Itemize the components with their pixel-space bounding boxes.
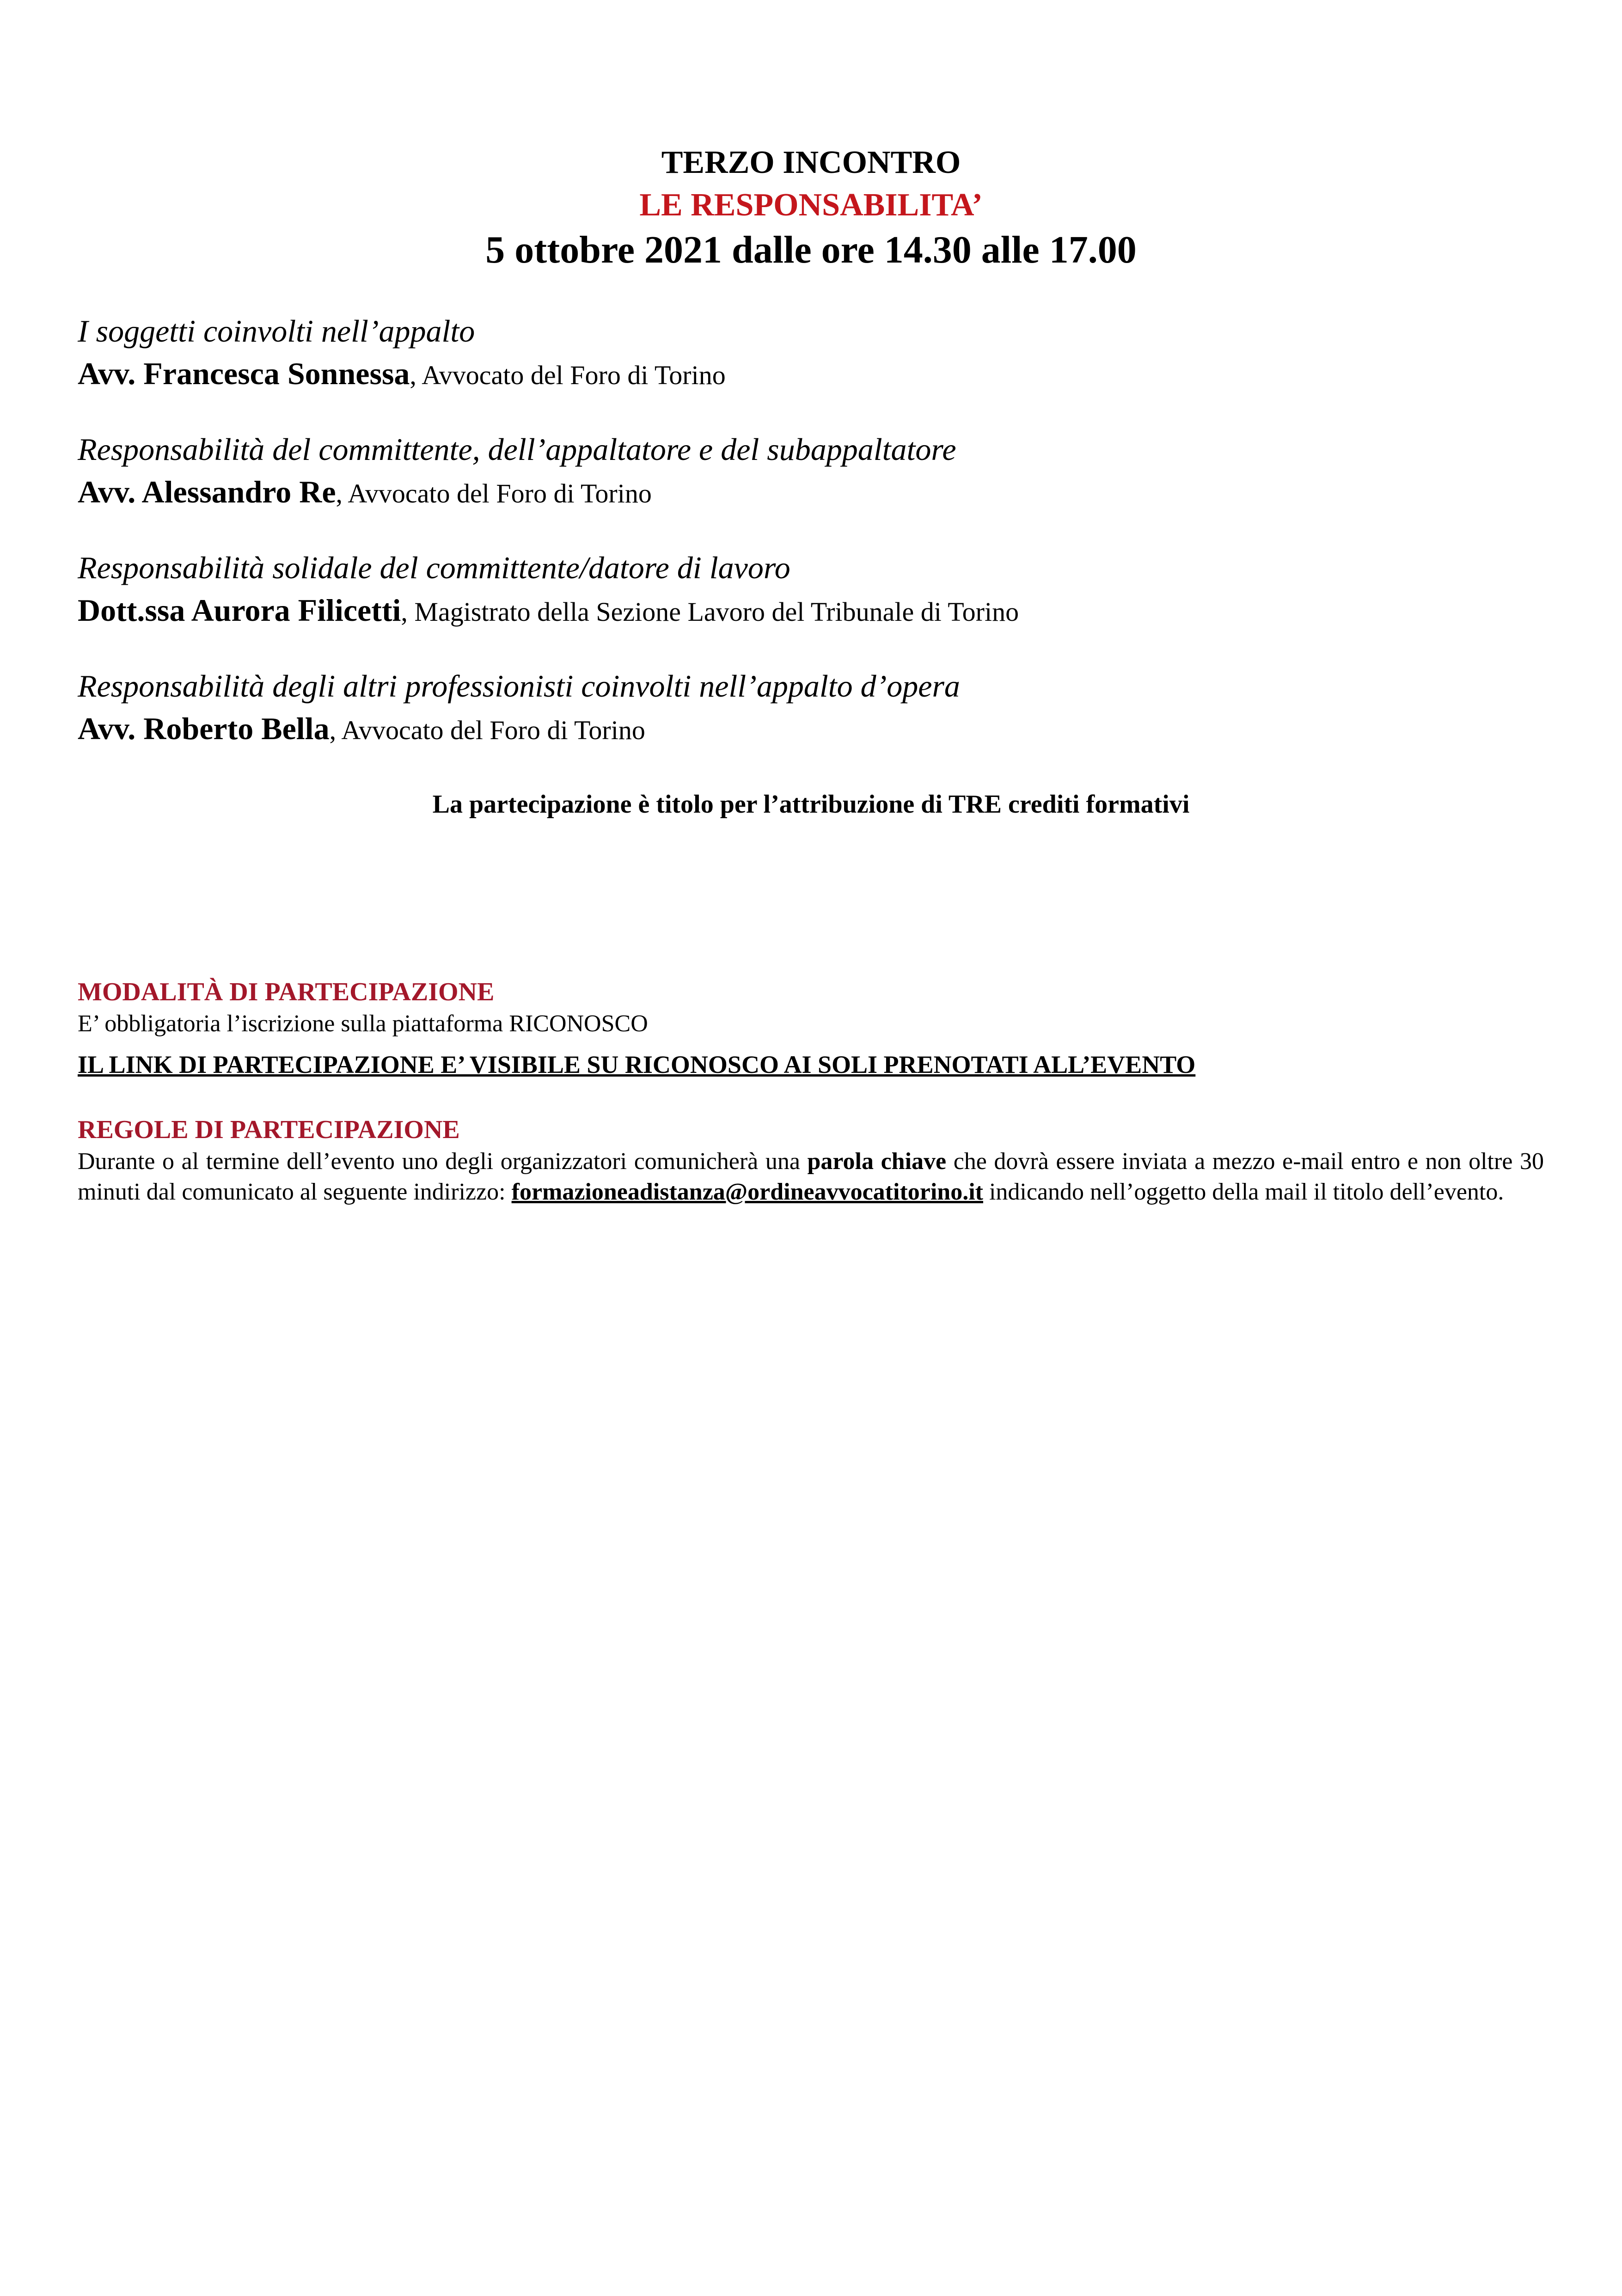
event-title: TERZO INCONTRO	[661, 145, 961, 180]
speaker-name: Avv. Alessandro Re	[78, 474, 336, 509]
regole-section	[78, 1113, 1544, 1207]
speaker-role: , Avvocato del Foro di Torino	[410, 360, 726, 390]
keyword-label: parola chiave	[807, 1148, 947, 1175]
speaker-name: Avv. Roberto Bella	[78, 711, 330, 746]
modalita-heading: MODALITÀ DI PARTECIPAZIONE	[78, 978, 495, 1006]
speaker-role: , Avvocato del Foro di Torino	[336, 478, 652, 508]
regole-heading: REGOLE DI PARTECIPAZIONE	[78, 1115, 460, 1144]
talk-item	[78, 665, 1557, 752]
talk-speaker-line	[78, 471, 1557, 515]
talk-item	[78, 428, 1557, 515]
modalita-section	[78, 975, 1544, 1082]
talk-item	[78, 310, 1557, 397]
talk-topic: I soggetti coinvolti nell’appalto	[78, 313, 475, 349]
event-date: 5 ottobre 2021 dalle ore 14.30 alle 17.00	[485, 228, 1137, 271]
credits-statement: La partecipazione è titolo per l’attribuzione di TRE crediti formativi	[432, 790, 1190, 819]
link-visibility-note: IL LINK DI PARTECIPAZIONE E’ VISIBILE SU RICONOSCO AI SOLI PRENOTATI ALL’EVENTO	[78, 1051, 1196, 1078]
speaker-name: Dott.ssa Aurora Filicetti	[78, 593, 401, 628]
modalita-text: E’ obbligatoria l’iscrizione sulla piattaforma RICONOSCO	[78, 1010, 648, 1037]
regole-text-part: che dovrà essere inviata a mezzo e-mail entro e non oltre 30 minuti dal comunicato al seguente indirizzo:	[78, 1148, 1544, 1205]
speaker-name: Avv. Francesca Sonnessa	[78, 356, 410, 391]
regole-text-part: Durante o al termine dell’evento uno degli organizzatori comunicherà una	[78, 1148, 808, 1175]
talk-topic: Responsabilità degli altri professionisti coinvolti nell’appalto d’opera	[78, 668, 960, 704]
speaker-role: , Magistrato della Sezione Lavoro del Tribunale di Torino	[401, 597, 1019, 627]
email-link[interactable]: formazioneadistanza@ordineavvocatitorino.it	[511, 1179, 983, 1205]
talk-topic: Responsabilità del committente, dell’appaltatore e del subappaltatore	[78, 432, 956, 467]
speaker-role: , Avvocato del Foro di Torino	[329, 715, 645, 745]
regole-text-part: indicando nell’oggetto della mail il titolo dell’evento.	[983, 1179, 1504, 1205]
talk-speaker-line	[78, 589, 1557, 633]
event-subtitle: LE RESPONSABILITA’	[639, 187, 983, 223]
talk-topic: Responsabilità solidale del committente/datore di lavoro	[78, 550, 790, 585]
regole-text	[78, 1146, 1544, 1207]
talk-speaker-line	[78, 707, 1557, 752]
talk-item	[78, 546, 1557, 633]
talk-speaker-line	[78, 352, 1557, 397]
